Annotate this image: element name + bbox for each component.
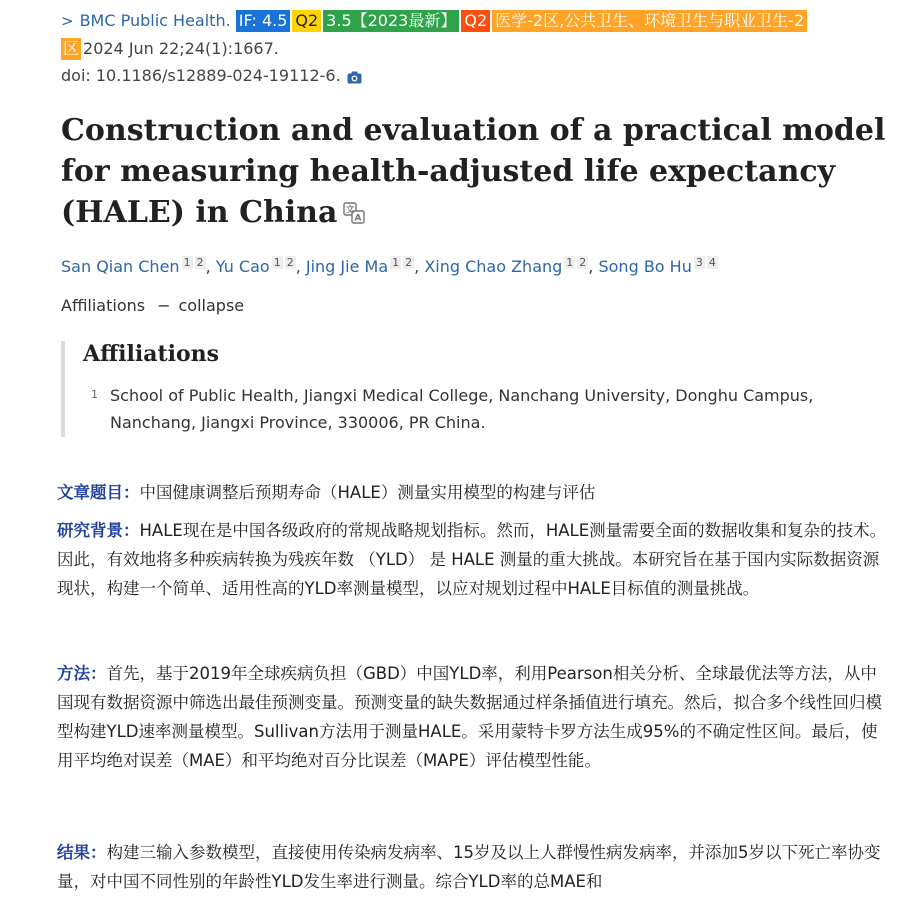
abstract-text: 中国健康调整后预期寿命（HALE）测量实用模型的构建与评估 (139, 483, 596, 502)
affiliation-ref[interactable]: 4 (708, 256, 716, 269)
abstract-label: 研究背景： (57, 521, 140, 540)
author-link[interactable]: Yu Cao (215, 257, 270, 276)
abstract-paragraph (57, 838, 889, 896)
author-separator: , (205, 257, 211, 276)
doi-line (61, 64, 362, 91)
author (424, 257, 593, 276)
camera-icon[interactable] (347, 67, 362, 91)
author (306, 257, 419, 276)
author-separator: , (295, 257, 301, 276)
doi-text: doi: 10.1186/s12889-024-19112-6. (61, 66, 341, 85)
author-list (61, 254, 718, 282)
author-link[interactable]: Xing Chao Zhang (424, 257, 563, 276)
svg-text:文: 文 (345, 205, 355, 216)
author (61, 257, 211, 276)
author-link[interactable]: San Qian Chen (61, 257, 180, 276)
affiliation-ref[interactable]: 3 (695, 256, 703, 269)
quartile-badge: Q2 (292, 10, 321, 32)
journal-link[interactable]: BMC Public Health. (79, 11, 231, 30)
affiliations-heading: Affiliations (83, 341, 220, 367)
chevron-right-icon[interactable]: > (61, 12, 74, 30)
date-line (61, 37, 279, 61)
translate-icon[interactable] (343, 194, 365, 235)
affiliations-panel (61, 341, 855, 437)
affiliation-ref[interactable]: 2 (286, 256, 294, 269)
score-badge: 3.5【2023最新】 (323, 10, 459, 32)
abstract-text: 首先，基于2019年全球疾病负担（GBD）中国YLD率，利用Pearson相关分析、全球最优法等方法，从中国现有数据资源中筛选出最佳预测变量。预测变量的缺失数据通过样条插值进行填充。然后，拟合多个线性回归模型构建YLD速率测量模型。Sullivan方法用于测量HALE。采用蒙特卡罗方法生成95%的不确定性区间。最后，使用平均绝对误差（MAE）和平均绝对百分比误差（MAPE）评估模型性能。 (57, 664, 882, 770)
author-link[interactable]: Song Bo Hu (598, 257, 692, 276)
date-volume: 2024 Jun 22;24(1):1667. (83, 39, 279, 58)
author (598, 257, 717, 276)
abstract-paragraph (57, 478, 889, 507)
citation-line (61, 9, 809, 33)
collapse-link[interactable]: collapse (178, 296, 245, 315)
abstract-label: 方法： (57, 664, 107, 683)
author (216, 257, 301, 276)
abstract-label: 结果： (57, 843, 107, 862)
author-separator: , (414, 257, 420, 276)
affiliations-toggle-label: Affiliations (61, 296, 146, 315)
abstract-label: 文章题目： (57, 483, 140, 502)
affiliation-ref[interactable]: 2 (196, 256, 204, 269)
affiliation-ref[interactable]: 1 (183, 256, 191, 269)
affiliation-number: 1 (91, 388, 98, 401)
affiliation-ref[interactable]: 1 (273, 256, 281, 269)
quartile-badge-2: Q2 (461, 10, 490, 32)
category-badge-continued: 区 (63, 39, 80, 58)
svg-text:A: A (354, 213, 362, 224)
article-title-text: Construction and evaluation of a practical model for measuring health-adjusted life expectancy (HALE) in China (61, 113, 886, 230)
affiliation-ref[interactable]: 1 (392, 256, 400, 269)
abstract-text: HALE现在是中国各级政府的常规战略规划指标。然而，HALE测量需要全面的数据收集和复杂的技术。因此，有效地将多种疾病转换为残疾年数 （YLD） 是 HALE 测量的重大挑战。本研究旨在基于国内实际数据资源现状，构建一个简单、适用性高的YLD率测量模型，以应对规划过程中HALE目标值的测量挑战。 (57, 521, 887, 598)
category-badge: 医学-2区,公共卫生、环境卫生与职业卫生-2 (492, 10, 807, 32)
impact-factor-badge: IF: 4.5 (236, 10, 291, 32)
author-link[interactable]: Jing Jie Ma (305, 257, 389, 276)
affiliation-ref[interactable]: 2 (405, 256, 413, 269)
collapse-dash: − (157, 296, 171, 315)
affiliations-toggle[interactable] (61, 296, 244, 315)
abstract-paragraph (57, 516, 889, 603)
abstract-text: 构建三输入参数模型，直接使用传染病发病率、15岁及以上人群慢性病发病率，并添加5岁以下死亡率协变量，对中国不同性别的年龄性YLD发生率进行测量。综合YLD率的总MAE和 (57, 843, 881, 891)
affiliation-ref[interactable]: 2 (579, 256, 587, 269)
author-separator: , (588, 257, 594, 276)
abstract-paragraph (57, 659, 889, 775)
article-title (61, 110, 891, 235)
affiliation-text: School of Public Health, Jiangxi Medical College, Nanchang University, Donghu Campus, Nanchang, Jiangxi Province, 330006, PR China. (110, 386, 814, 432)
affiliation-ref[interactable]: 1 (566, 256, 574, 269)
